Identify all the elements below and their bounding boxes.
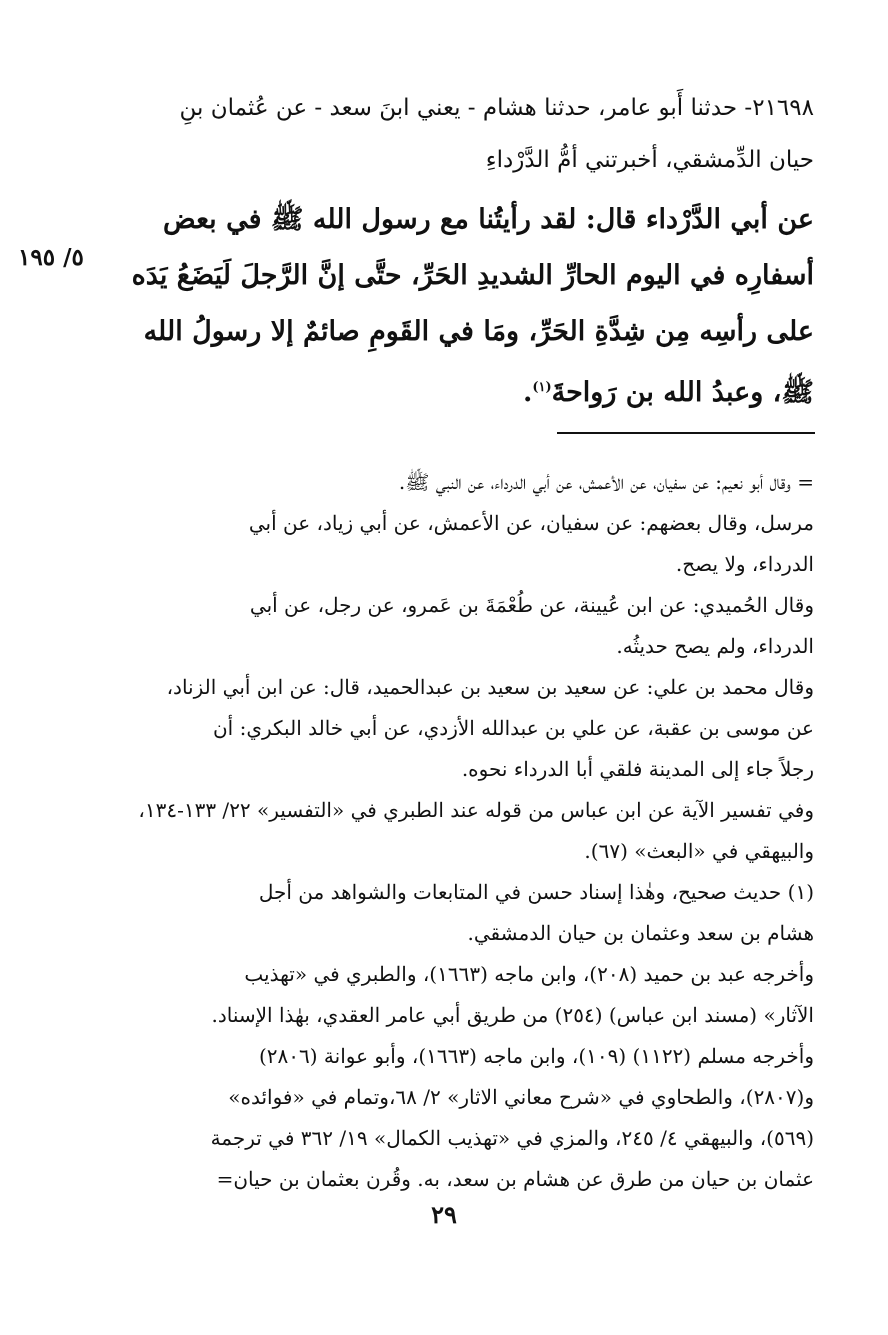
footnote-line: الآثار» (مسند ابن عباس) (٢٥٤) من طريق أبي عامر العقدي، بهٰذا الإسناد.	[211, 1003, 814, 1027]
footnote-line: و(٢٨٠٧)، والطحاوي في «شرح معاني الاثار» ٢/ ٦٨،وتمام في «فوائده»	[228, 1085, 814, 1109]
footnote-divider	[557, 432, 815, 434]
isnad-line-1: ٢١٦٩٨- حدثنا أَبو عامر، حدثنا هشام - يعني ابنَ سعد - عن عُثمان بنِ	[179, 95, 814, 121]
hadith-isnad	[60, 82, 814, 186]
matn-line-1: عن أبي الدَّرْداء قال: لقد رأيتُنا مع رسول الله ﷺ في بعض	[163, 204, 814, 235]
matn-line-3: على رأسِه مِن شِدَّةِ الحَرِّ، ومَا في القَومِ صائمٌ إلا رسولُ الله	[143, 316, 814, 347]
volume-page-reference: ٥/ ١٩٥	[18, 244, 84, 271]
footnote-paragraph	[60, 954, 814, 1036]
hadith-matn	[60, 192, 814, 421]
footnote-line: وأخرجه عبد بن حميد (٢٠٨)، وابن ماجه (١٦٦٣)، والطبري في «تهذيب	[244, 962, 814, 986]
footnote-line: عن موسى بن عقبة، عن علي بن عبدالله الأزدي، عن أبي خالد البكري: أن	[212, 716, 814, 740]
footnote-line: الدرداء، ولم يصح حديثُه.	[616, 634, 814, 658]
matn-line-4	[60, 360, 814, 421]
footnote-line: = وقال أبو نعيم: عن سفيان، عن الأعمش، عن أبي الدرداء، عن النبي ﷺ.	[398, 470, 814, 494]
footnote-line: عثمان بن حيان من طرق عن هشام بن سعد، به. وقُرن بعثمان بن حيان=	[216, 1167, 814, 1191]
footnote-line: (١) حديث صحيح، وهٰذا إسناد حسن في المتابعات والشواهد من أجل	[258, 880, 814, 904]
footnote-paragraph	[60, 790, 814, 872]
page-number: ٢٩	[431, 1200, 457, 1229]
footnote-paragraph	[60, 462, 814, 585]
footnote-paragraph	[60, 1036, 814, 1200]
footnote-paragraph	[60, 585, 814, 667]
matn-line-2: أسفارِه في اليوم الحارِّ الشديدِ الحَرِّ، حتَّى إنَّ الرَّجلَ لَيَضَعُ يَدَه	[131, 260, 814, 291]
isnad-line-2: حيان الدِّمشقي، أخبرتني أمُّ الدَّرْداءِ	[485, 147, 814, 173]
footnote-paragraph	[60, 667, 814, 790]
footnote-reference: (١)	[532, 380, 552, 395]
footnote-line: رجلاً جاء إلى المدينة فلقي أبا الدرداء نحوه.	[461, 757, 814, 781]
footnote-line: الدرداء، ولا يصح.	[675, 552, 814, 576]
footnote-line: وفي تفسير الآية عن ابن عباس من قوله عند الطبري في «التفسير» ٢٢/ ١٣٣-١٣٤،	[138, 798, 814, 822]
footnotes-section	[60, 462, 814, 1200]
matn-line-4-text: ﷺ، وعبدُ الله بن رَواحةَ	[551, 377, 814, 408]
footnote-line: والبيهقي في «البعث» (٦٧).	[584, 839, 814, 863]
footnote-line: مرسل، وقال بعضهم: عن سفيان، عن الأعمش، عن أبي زياد، عن أبي	[248, 511, 814, 535]
end-mark: .	[522, 377, 533, 408]
footnote-line: وقال محمد بن علي: عن سعيد بن سعيد بن عبدالحميد، قال: عن ابن أبي الزناد،	[166, 675, 814, 699]
footnote-line: هشام بن سعد وعثمان بن حيان الدمشقي.	[467, 921, 814, 945]
footnote-line: (٥٦٩)، والبيهقي ٤/ ٢٤٥، والمزي في «تهذيب الكمال» ١٩/ ٣٦٢ في ترجمة	[210, 1126, 814, 1150]
footnote-line: وأخرجه مسلم (١١٢٢) (١٠٩)، وابن ماجه (١٦٦٣)، وأبو عوانة (٢٨٠٦)	[258, 1044, 814, 1068]
footnote-line: وقال الحُميدي: عن ابن عُيينة، عن طُعْمَةَ بن عَمرو، عن رجل، عن أبي	[249, 593, 814, 617]
footnote-paragraph	[60, 872, 814, 954]
